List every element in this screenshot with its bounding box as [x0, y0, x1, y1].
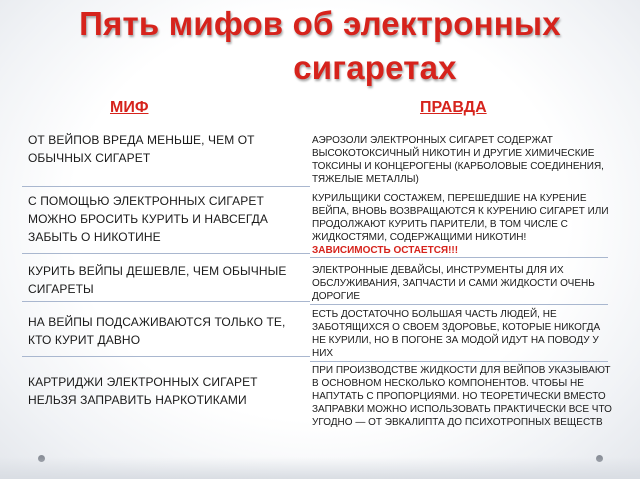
row-divider: [310, 257, 608, 258]
title-line-1: Пять мифов об электронных: [79, 5, 561, 42]
truth-text-2: КУРИЛЬЩИКИ СОСТАЖЕМ, ПЕРЕШЕДШИЕ НА КУРЕНИЕ ВЕЙПА, ВНОВЬ ВОЗВРАЩАЮТСЯ К КУРЕНИЮ СИГАРЕТ ИЛИ ПРОДОЛЖАЮТ КУРИТЬ ПАРИТЕЛИ, В ТОМ ЧИСЛЕ С ЖИДКОСТЯМИ, СОДЕРЖАЩИМИ НИКОТИН!: [312, 193, 609, 243]
row-divider: [310, 304, 608, 305]
row-divider: [22, 301, 310, 302]
truth-text-1: АЭРОЗОЛИ ЭЛЕКТРОННЫХ СИГАРЕТ СОДЕРЖАТ ВЫСОКОТОКСИЧНЫЙ НИКОТИН И ДРУГИЕ ХИМИЧЕСКИЕ ТОКСИНЫ И КОНЦЕРОГЕНЫ (КАРБОЛОВЫЕ СОЕДИНЕНИЯ, ТЯЖЕЛЫЕ МЕТАЛЛЫ): [312, 135, 604, 185]
truth-text-4: ЕСТЬ ДОСТАТОЧНО БОЛЬШАЯ ЧАСТЬ ЛЮДЕЙ, НЕ ЗАБОТЯЩИХСЯ О СВОЕМ ЗДОРОВЬЕ, КОТОРЫЕ НИКОГДА НЕ КУРИЛИ, НО В ПОГОНЕ ЗА МОДОЙ ИДУТ НА ПОВОДУ У НИХ: [312, 309, 601, 359]
title-line-2: сигаретах: [293, 49, 457, 86]
truth-emphasis-2: ЗАВИСИМОСТЬ ОСТАЕТСЯ!!!: [312, 245, 459, 256]
row-divider: [310, 361, 608, 362]
column-header-myth: МИФ: [110, 99, 149, 116]
myth-text-2: С ПОМОЩЬЮ ЭЛЕКТРОННЫХ СИГАРЕТ МОЖНО БРОСИТЬ КУРИТЬ И НАВСЕГДА ЗАБЫТЬ О НИКОТИНЕ: [28, 194, 269, 244]
myth-text-5: КАРТРИДЖИ ЭЛЕКТРОННЫХ СИГАРЕТ НЕЛЬЗЯ ЗАПРАВИТЬ НАРКОТИКАМИ: [28, 375, 258, 407]
column-header-truth: ПРАВДА: [420, 99, 487, 116]
row-divider: [22, 253, 310, 254]
myth-text-3: КУРИТЬ ВЕЙПЫ ДЕШЕВЛЕ, ЧЕМ ОБЫЧНЫЕ СИГАРЕТЫ: [28, 264, 287, 296]
row-divider: [22, 186, 310, 187]
truth-cell-2: [312, 192, 612, 257]
slide-nav-dot-left: [38, 455, 45, 462]
truth-text-5: ПРИ ПРОИЗВОДСТВЕ ЖИДКОСТИ ДЛЯ ВЕЙПОВ УКАЗЫВАЮТ В ОСНОВНОМ НЕСКОЛЬКО КОМПОНЕНТОВ. ЧТОБЫ НЕ НАПУТАТЬ С ПРОПОРЦИЯМИ. НО ТЕОРЕТИЧЕСКИ ВМЕСТО ЗАПРАВКИ МОЖНО ИСПОЛЬЗОВАТЬ ПРАКТИЧЕСКИ ВСЕ ЧТО УГОДНО — ОТ ЭВКАЛИПТА ДО ПСИХОТРОПНЫХ ВЕЩЕСТВ: [312, 365, 612, 428]
row-divider: [22, 356, 310, 357]
page-title: [0, 2, 640, 90]
myth-text-1: ОТ ВЕЙПОВ ВРЕДА МЕНЬШЕ, ЧЕМ ОТ ОБЫЧНЫХ СИГАРЕТ: [28, 133, 255, 165]
truth-text-3: ЭЛЕКТРОННЫЕ ДЕВАЙСЫ, ИНСТРУМЕНТЫ ДЛЯ ИХ ОБСЛУЖИВАНИЯ, ЗАПЧАСТИ И САМИ ЖИДКОСТИ ОЧЕНЬ ДОРОГИЕ: [312, 265, 595, 302]
slide-nav-dot-right: [596, 455, 603, 462]
myth-text-4: НА ВЕЙПЫ ПОДСАЖИВАЮТСЯ ТОЛЬКО ТЕ, КТО КУРИТ ДАВНО: [28, 315, 286, 347]
